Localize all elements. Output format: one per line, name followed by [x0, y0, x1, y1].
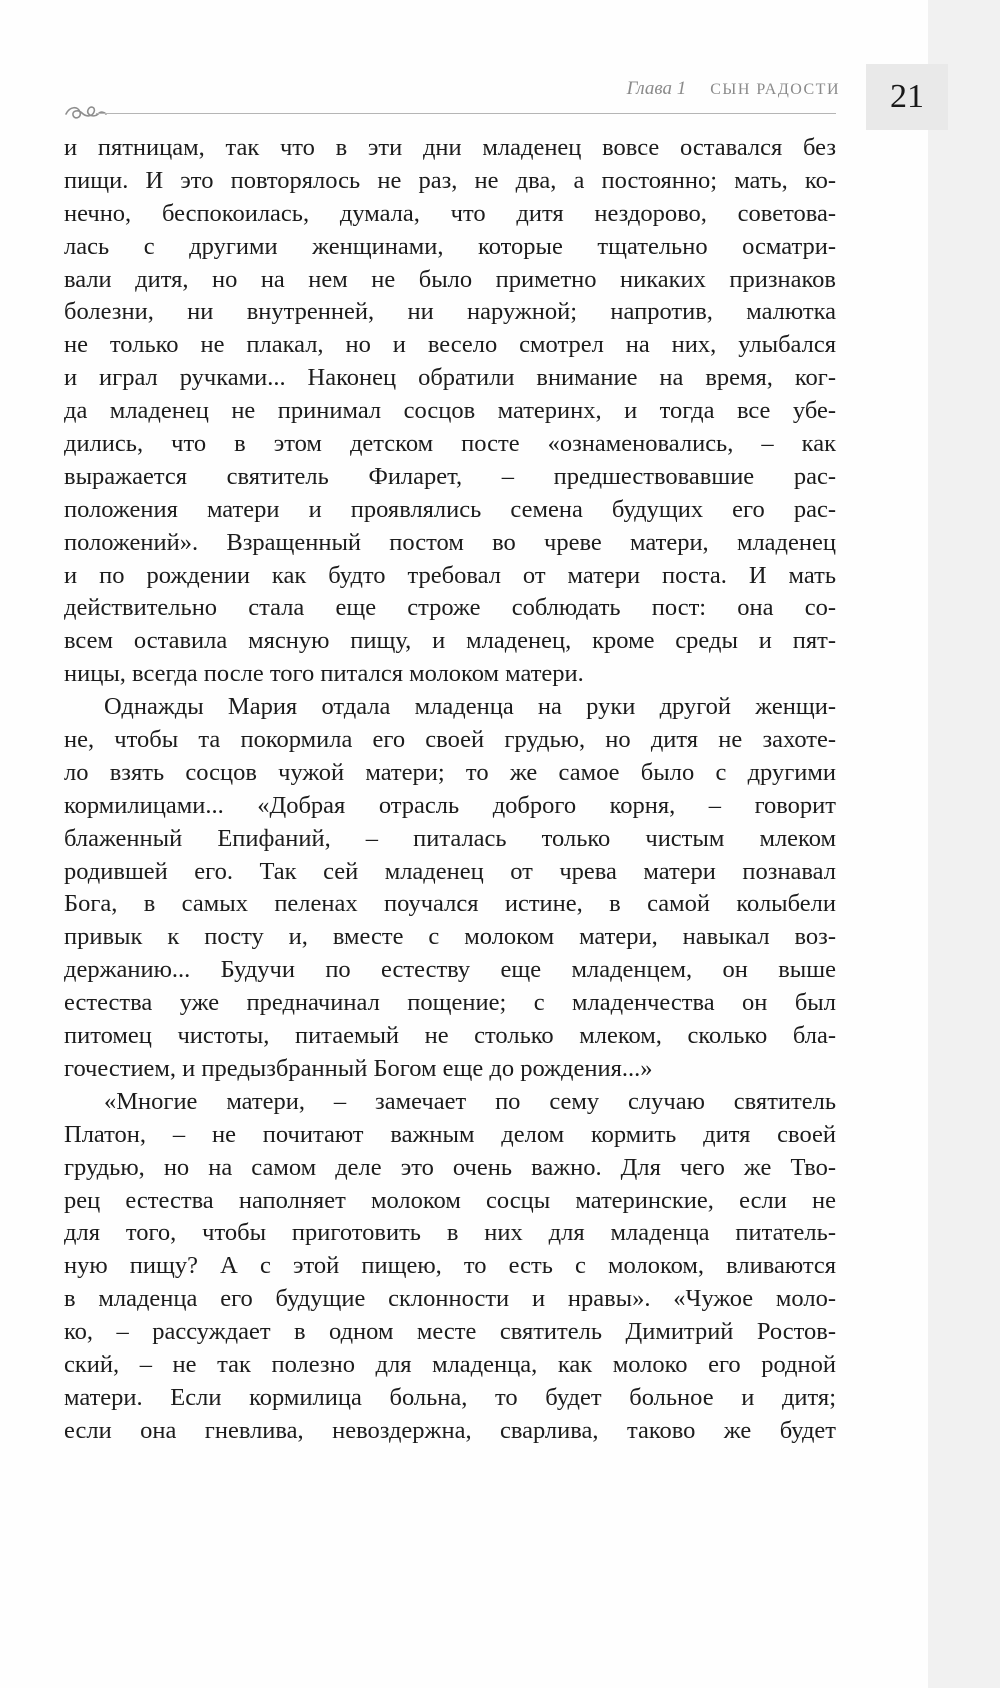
flourish-ornament-icon: [64, 100, 108, 124]
text-line: рец естества наполняет молоком сосцы материнские, если не: [64, 1186, 836, 1214]
text-line: для того, чтобы приготовить в них для младенца питатель-: [64, 1219, 836, 1247]
text-line: ский, – не так полезно для младенца, как молоко его родной: [64, 1350, 836, 1378]
text-line: ную пищу? А с этой пищею, то есть с молоком, вливаются: [64, 1252, 836, 1280]
text-line: гочестием, и предызбранный Богом еще до рождения...»: [64, 1054, 653, 1082]
running-head: [627, 78, 840, 100]
paragraph: [64, 1086, 836, 1448]
text-line: кормилицами... «Добрая отрасль доброго корня, – говорит: [64, 791, 836, 819]
text-line: вали дитя, но на нем не было приметно никаких признаков: [64, 265, 836, 293]
text-line: и пятницам, так что в эти дни младенец вовсе оставался без: [64, 134, 836, 161]
text-line: Платон, – не почитают важным делом кормить дитя своей: [64, 1120, 836, 1148]
text-line: не только не плакал, но и весело смотрел на них, улыбался: [64, 331, 836, 359]
header-rule: [96, 113, 836, 114]
page-number-box: [866, 64, 948, 130]
body-text: [64, 132, 836, 1448]
text-line: не, чтобы та покормила его своей грудью, но дитя не захоте-: [64, 726, 836, 754]
text-line: грудью, но на самом деле это очень важно. Для чего же Тво-: [64, 1153, 836, 1181]
text-line: дились, что в этом детском посте «ознаменовались, – как: [64, 430, 836, 458]
text-line: выражается святитель Филарет, – предшествовавшие рас-: [64, 462, 836, 490]
page-edge-shadow: [928, 0, 1000, 1688]
page-number: 21: [890, 78, 924, 115]
paragraph: [64, 691, 836, 1086]
text-line: нечно, беспокоилась, думала, что дитя нездорово, советова-: [64, 199, 836, 227]
text-line: болезни, ни внутренней, ни наружной; напротив, малютка: [64, 298, 836, 326]
text-line: да младенец не принимал сосцов материнх, и тогда все убе-: [64, 397, 836, 425]
text-line: положения матери и проявлялись семена будущих его рас-: [64, 495, 836, 523]
text-line: ло взять сосцов чужой матери; то же самое было с другими: [64, 758, 836, 786]
running-head-chapter: Глава 1: [626, 78, 687, 99]
text-line: блаженный Епифаний, – питалась только чистым млеком: [64, 824, 836, 852]
text-line: в младенца его будущие склонности и нравы». «Чужое моло-: [64, 1285, 836, 1313]
text-line: ко, – рассуждает в одном месте святитель Димитрий Ростов-: [64, 1318, 836, 1346]
text-line: держанию... Будучи по естеству еще младенцем, он выше: [64, 956, 836, 984]
text-line: питомец чистоты, питаемый не столько млеком, сколько бла-: [64, 1022, 836, 1050]
text-line: лась с другими женщинами, которые тщательно осматри-: [64, 232, 836, 260]
text-line: «Многие матери, – замечает по сему случаю святитель: [104, 1087, 836, 1115]
text-line: Однажды Мария отдала младенца на руки другой женщи-: [104, 693, 836, 721]
text-line: всем оставила мясную пищу, и младенец, кроме среды и пят-: [64, 627, 836, 655]
text-line: матери. Если кормилица больна, то будет больное и дитя;: [64, 1383, 836, 1411]
text-line: естества уже предначинал пощение; с младенчества он был: [64, 989, 836, 1017]
text-line: родившей его. Так сей младенец от чрева матери познавал: [64, 857, 836, 885]
text-line: если она гневлива, невоздержна, сварлива, таково же будет: [64, 1416, 836, 1444]
text-line: пищи. И это повторялось не раз, не два, а постоянно; мать, ко-: [64, 166, 836, 194]
text-line: ницы, всегда после того питался молоком матери.: [64, 660, 584, 688]
text-line: и по рождении как будто требовал от матери поста. И мать: [64, 561, 836, 589]
text-line: и играл ручками... Наконец обратили внимание на время, ког-: [64, 364, 836, 392]
text-line: Бога, в самых пеленах поучался истине, в самой колыбели: [64, 890, 836, 918]
text-line: привык к посту и, вместе с молоком матери, навыкал воз-: [64, 923, 836, 951]
paragraph: [64, 132, 836, 691]
text-line: действительно стала еще строже соблюдать пост: она со-: [64, 594, 836, 622]
running-head-title: СЫН РАДОСТИ: [710, 81, 840, 98]
text-line: положений». Взращенный постом во чреве матери, младенец: [64, 528, 836, 556]
